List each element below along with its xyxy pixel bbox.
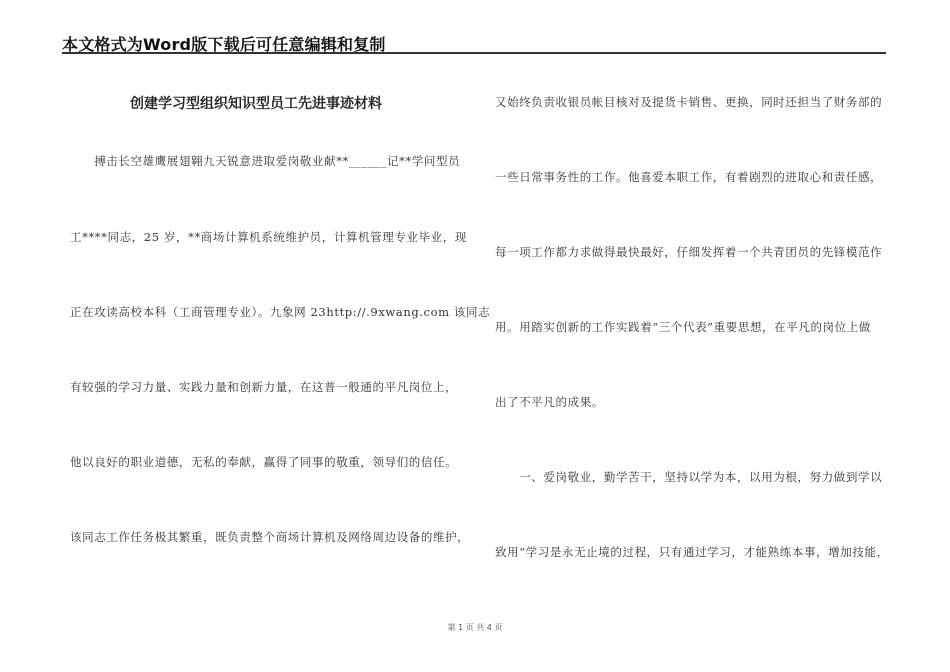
paragraph-line: 致用“学习是永无止境的过程，只有通过学习，才能熟练本事，增加技能， [495,545,889,559]
paragraph-line: 正在攻读高校本科（工商管理专业）。九象网 23http://.9xwang.com 该同志 [70,305,491,319]
paragraph-line: 搏击长空雄鹰展翅翱九天锐意进取爱岗敬业献**______记**学问型员 [70,154,461,168]
paragraph-line: 出了不平凡的成果。 [495,395,604,409]
paragraph-line: 该同志工作任务极其繁重，既负责整个商场计算机及网络周边设备的维护， [70,530,470,544]
document-header [62,30,886,54]
paragraph-line: 又始终负责收银员帐目核对及提货卡销售、更换，同时还担当了财务部的 [495,95,883,109]
paragraph-line: 用。用踏实创新的工作实践着“三个代表”重要思想，在平凡的岗位上做 [495,320,871,334]
paragraph-line: 一、爱岗敬业，勤学苦干，坚持以学为本，以用为根，努力做到学以 [495,470,883,484]
paragraph-line: 工****同志，25 岁，**商场计算机系统维护员，计算机管理专业毕业，现 [70,230,467,244]
paragraph-line: 一些日常事务性的工作。他喜爱本职工作，有着剧烈的进取心和责任感， [495,170,883,184]
paragraph-line: 他以良好的职业道德，无私的奉献，赢得了同事的敬重，领导们的信任。 [70,455,458,469]
paragraph-line: 有较强的学习力量、实践力量和创新力量，在这普一般通的平凡岗位上， [70,380,458,394]
paragraph-line: 每一项工作都力求做得最快最好，仔细发挥着一个共青团员的先锋模范作 [495,245,883,259]
document-title: 创建学习型组织知识型员工先进事迹材料 [130,96,382,112]
page-number: 第 1 页 共 4 页 [447,623,503,632]
header-notice: 本文格式为Word版下载后可任意编辑和复制 [62,35,386,54]
